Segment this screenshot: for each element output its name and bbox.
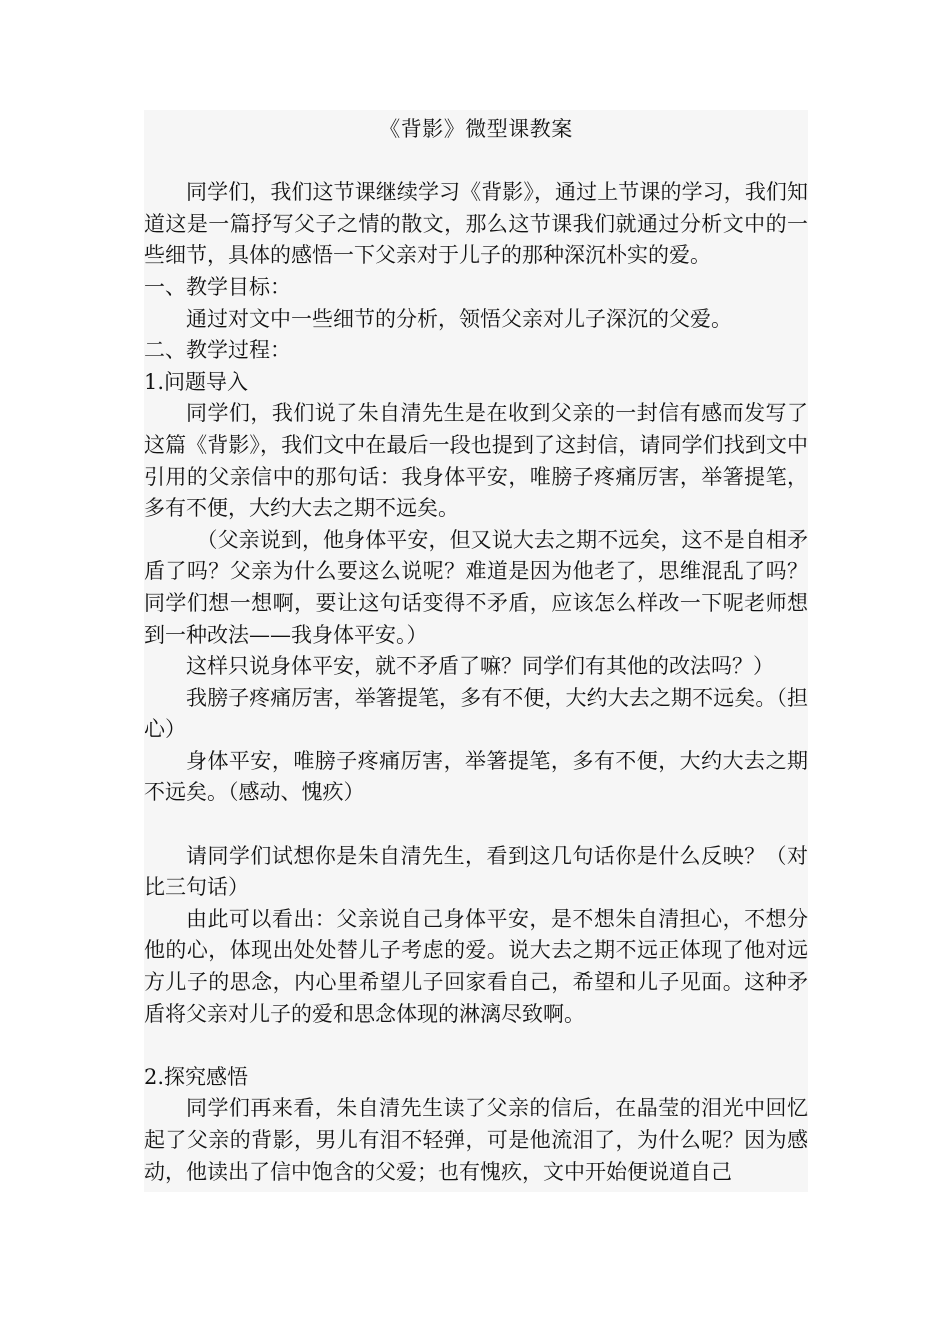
intro-paragraph: 同学们，我们这节课继续学习《背影》，通过上节课的学习，我们知道这是一篇抒写父子之情的散文，那么这节课我们就通过分析文中的一些细节，具体的感悟一下父亲对于儿子的那种深沉朴实的爱。: [144, 180, 808, 268]
paragraph-conclusion: 由此可以看出：父亲说自己身体平安，是不想朱自清担心，不想分他的心，体现出处处替儿子考虑的爱。说大去之期不远正体现了他对远方儿子的思念，内心里希望儿子回家看自己，希望和儿子见面。这种矛盾将父亲对儿子的爱和思念体现的淋漓尽致啊。: [144, 906, 808, 1026]
blank-line: [144, 809, 808, 841]
paragraph-contradiction: （父亲说到，他身体平安，但又说大去之期不远矣，这不是自相矛盾了吗？父亲为什么要这么说呢？难道是因为他老了，思维混乱了吗？同学们想一想啊，要让这句话变得不矛盾，应该怎么样改一下呢老师想到一种改法——我身体平安。）: [144, 527, 808, 647]
subheading-intro-question: 1.问题导入: [144, 369, 249, 394]
blank-line: [144, 1030, 808, 1062]
section-heading-goals: 一、教学目标：: [144, 274, 291, 299]
paragraph-version-moved: 身体平安，唯膀子疼痛厉害，举箸提笔，多有不便，大约大去之期不远矣。（感动、愧疚）: [144, 748, 808, 805]
subheading-explore: 2.探究感悟: [144, 1064, 249, 1089]
paragraph-version-worry: 我膀子疼痛厉害，举箸提笔，多有不便，大约大去之期不远矣。（担心）: [144, 685, 808, 742]
document-body: [144, 110, 808, 1192]
section-heading-process: 二、教学过程：: [144, 338, 291, 363]
goal-paragraph: 通过对文中一些细节的分析，领悟父亲对儿子深沉的父爱。: [186, 306, 732, 331]
paragraph-explore: 同学们再来看，朱自清先生读了父亲的信后，在晶莹的泪光中回忆起了父亲的背影，男儿有泪不轻弹，可是他流泪了，为什么呢？因为感动，他读出了信中饱含的父爱；也有愧疚，文中开始便说道自己: [144, 1096, 808, 1184]
paragraph-letter: 同学们，我们说了朱自清先生是在收到父亲的一封信有感而发写了这篇《背影》，我们文中在最后一段也提到了这封信，请同学们找到文中引用的父亲信中的那句话：我身体平安，唯膀子疼痛厉害，举箸提笔，多有不便，大约大去之期不远矣。: [144, 401, 808, 521]
paragraph-alternative: 这样只说身体平安，就不矛盾了嘛？同学们有其他的改法吗？）: [186, 654, 774, 679]
paragraph-reaction: 请同学们试想你是朱自清先生，看到这几句话你是什么反映？（对比三句话）: [144, 843, 808, 900]
document-title: 《背影》微型课教案: [379, 117, 573, 141]
blank-line: [144, 146, 808, 178]
